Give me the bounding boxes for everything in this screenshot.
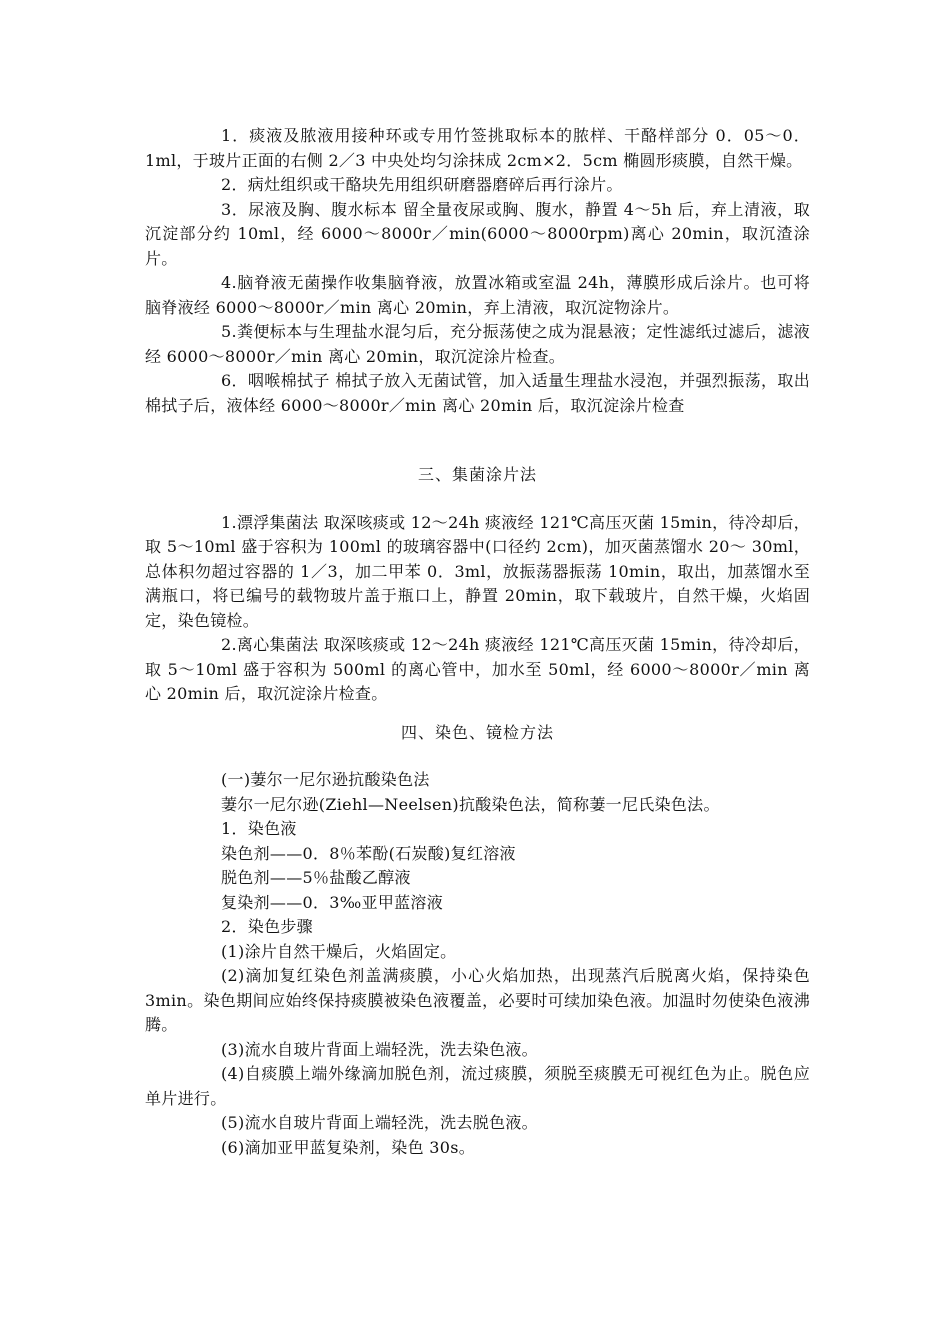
step-2: (2)滴加复红染色剂盖满痰膜，小心火焰加热，出现蒸汽后脱离火焰，保持染色 3min。染色期间应始终保持痰膜被染色液覆盖，必要时可续加染色液。加温时勿使染色液沸腾。: [145, 966, 810, 1034]
prep-paragraph-1: 1．痰液及脓液用接种环或专用竹签挑取标本的脓样、干酪样部分 0．05～0．1ml，于玻片正面的右侧 2／3 中央处均匀涂抹成 2cm×2．5cm 椭圆形痰膜，自然干燥。: [145, 126, 810, 170]
step-1: (1)涂片自然干燥后，火焰固定。: [221, 941, 457, 961]
step-4: (4)自痰膜上端外缘滴加脱色剂，流过痰膜，须脱至痰膜无可视红色为止。脱色应单片进行。: [145, 1064, 810, 1108]
prep-paragraph-5: 5.粪便标本与生理盐水混匀后，充分振荡使之成为混悬液；定性滤纸过滤后，滤液经 6000～8000r／min 离心 20min，取沉淀涂片检查。: [145, 322, 810, 366]
prep-paragraph-3: 3．尿液及胸、腹水标本 留全量夜尿或胸、腹水，静置 4～5h 后，弃上清液，取沉淀部分约 10ml，经 6000～8000r／min(6000～8000rpm)离心 20min，取沉渣涂片。: [145, 199, 810, 268]
method-title: (一)萋尔一尼尔逊抗酸染色法: [221, 770, 430, 789]
centrifuge-method-paragraph: 2.离心集菌法 取深咳痰或 12～24h 痰液经 121℃高压灭菌 15min，待冷却后，取 5～10ml 盛于容积为 500ml 的离心管中，加水至 50ml，经 6000～8000r／min 离心 20min 后，取沉淀涂片检查。: [145, 635, 810, 703]
step-3: (3)流水自玻片背面上端轻洗，洗去染色液。: [221, 1039, 538, 1059]
steps-title: 2．染色步骤: [221, 917, 313, 936]
document-page: [145, 124, 810, 1160]
method-intro: 萋尔一尼尔逊(Ziehl—Neelsen)抗酸染色法，简称萋一尼氏染色法。: [221, 794, 720, 814]
prep-paragraph-2: 2．病灶组织或干酪块先用组织研磨器磨碎后再行涂片。: [221, 175, 623, 194]
solution-title: 1．染色液: [221, 819, 297, 838]
step-6: (6)滴加亚甲蓝复染剂，染色 30s。: [221, 1137, 476, 1157]
prep-paragraph-6: 6．咽喉棉拭子 棉拭子放入无菌试管，加入适量生理盐水浸泡，并强烈振荡，取出棉拭子后，液体经 6000～8000r／min 离心 20min 后，取沉淀涂片检查: [145, 371, 810, 415]
prep-paragraph-4: 4.脑脊液无菌操作收集脑脊液，放置冰箱或室温 24h，薄膜形成后涂片。也可将脑脊液经 6000～8000r／min 离心 20min，弃上清液，取沉淀物涂片。: [145, 273, 810, 317]
solution-decolorizer: 脱色剂——5％盐酸乙醇液: [221, 868, 411, 887]
section-three-heading: 三、集菌涂片法: [417, 465, 537, 484]
section-four-heading: 四、染色、镜检方法: [400, 722, 554, 742]
solution-stain: 染色剂——0．8％苯酚(石炭酸)复红溶液: [221, 843, 516, 863]
solution-counterstain: 复染剂——0．3‰亚甲蓝溶液: [221, 892, 444, 912]
step-5: (5)流水自玻片背面上端轻洗，洗去脱色液。: [221, 1113, 538, 1132]
flotation-method-paragraph: 1.漂浮集菌法 取深咳痰或 12～24h 痰液经 121℃高压灭菌 15min，待冷却后，取 5～10ml 盛于容积为 100ml 的玻璃容器中(口径约 2cm)，加灭菌蒸馏水 20～ 30ml，总体积勿超过容器的 1／3，加二甲苯 0．3ml，放振荡器振荡 10min，取出，加蒸馏水至满瓶口，将已编号的载物玻片盖于瓶口上，静置 20min，取下载玻片，自然干燥，火焰固定，染色镜检。: [145, 512, 810, 630]
